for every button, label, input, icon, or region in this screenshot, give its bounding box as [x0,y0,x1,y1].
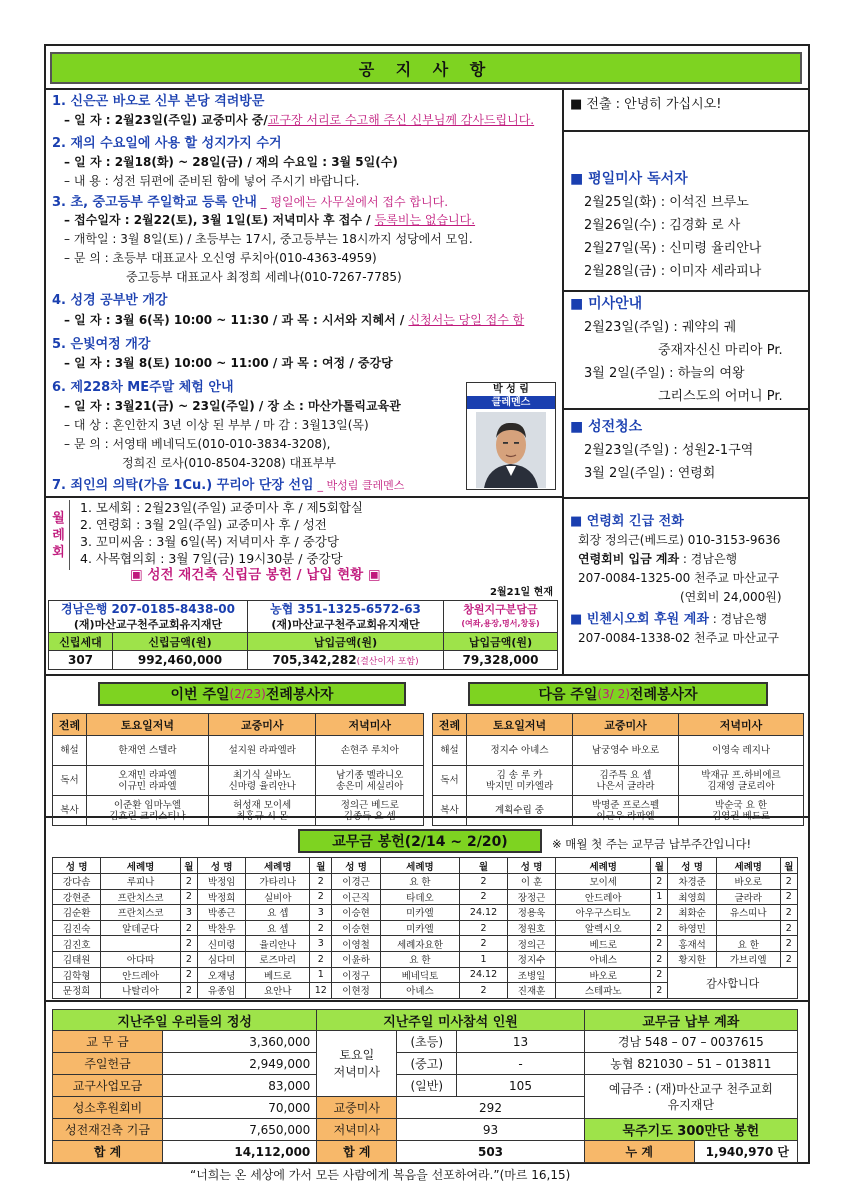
baptism-name: 미카엘 [380,905,459,921]
donor-name: 진재훈 [507,983,555,999]
col-header: 전례 [433,714,467,736]
attendance-group: (일반) [397,1075,457,1097]
funeral-society: ■ 연령회 긴급 전화 회장 정의근(베드로) 010-3153-9636 연령회비 입금 계좌 : 경남은행 207-0084-1325-00 천주교 마산교구 (연회비 24,000원) ■ 빈첸시오회 후원 계좌 : 경남은행 207-0084-1338-02 천주교 마산교구 [570,512,782,648]
mass-guide: ■ 미사안내 2월23일(주일) : 궤약의 궤 중재자신신 마리아 Pr. 3월 2일(주일) : 하늘의 여왕 그리스도의 어머니 Pr. [570,293,783,408]
donor-name: 최영희 [668,889,716,905]
notice-5-date: – 일 자 : 3월 8(토) 10:00 ~ 11:00 / 과 목 : 여정 / 중강당 [64,356,393,370]
baptism-name: 요 한 [380,951,459,967]
donor-month: 2 [180,967,197,983]
mass-item: 그리스도의 어머니 Pr. [658,389,783,404]
baptism-name: 프란치스코 [101,905,180,921]
server-name: 이영숙 레지나 [679,736,804,766]
reader-item: 2월26일(수) : 김경화 로 사 [584,218,741,233]
donor-name: 강현준 [53,889,101,905]
transfer-notice: ■ 전출 : 안녕히 가십시오! [570,97,722,112]
baptism-name: 알데군다 [101,920,180,936]
divider [44,496,562,498]
donor-month: 2 [651,936,668,952]
notice-4-title: 4. 성경 공부반 개강 [52,293,168,308]
col-header: 월 [310,858,332,874]
donor-name: 이경근 [332,874,380,890]
donor-month: 2 [780,889,797,905]
finance-table [52,1009,798,1163]
col-header: 성 명 [668,858,716,874]
offering-total: 14,112,000 [163,1141,317,1163]
server-name: 손현주 루치아 [316,736,424,766]
offering-label: 주일헌금 [53,1053,163,1075]
col-header: 월 [180,858,197,874]
donor-name: 이정구 [332,967,380,983]
col-header: 교중미사 [573,714,679,736]
notice-2-date: – 일 자 : 2월18(화) ~ 28일(금) / 재의 수요일 : 3월 5일(수) [64,155,398,169]
bank-2: 농협 351-1325-6572-63 [270,601,421,616]
bank-3: 창원지구분담금 [463,602,538,616]
baptism-name: 알렉시오 [556,920,651,936]
baptism-name: 베드로 [246,967,310,983]
divider [44,1000,810,1002]
col-header: 토요일저녁 [87,714,209,736]
server-name: 설지원 라파엘라 [208,736,316,766]
attendance-value: - [457,1053,584,1075]
attendance-group: (초등) [397,1031,457,1053]
col-header: 토요일저녁 [467,714,573,736]
meeting-item: 4. 사목협의회 : 3월 7일(금) 19시30분 / 중강당 [80,551,343,566]
donor-name: 조병일 [507,967,555,983]
next-week-servers-table [432,713,804,826]
col-header: 세례명 [716,858,780,874]
baptism-name: 바오로 [556,967,651,983]
server-name: 남궁영수 바오로 [573,736,679,766]
donor-month: 2 [180,983,197,999]
evening-mass-label: 저녁미사 [317,1119,397,1141]
offering-value: 70,000 [163,1097,317,1119]
baptism-name: 요안나 [246,983,310,999]
server-name: 한재연 스텔라 [87,736,209,766]
notice-4-apply: 신청서는 당일 접수 함 [408,313,525,327]
bank-3-sub: (여좌,용장,명서,창동) [461,618,540,628]
sat-mass-label: 토요일 저녁미사 [317,1031,397,1097]
donor-name: 김순환 [53,905,101,921]
col-header: 저녁미사 [679,714,804,736]
paid-note: (결산이자 포함) [356,657,419,667]
next-week-servers-title: 다음 주일 (3/ 2) 전례봉사자 [468,682,768,706]
donor-month: 2 [460,874,508,890]
photo-sub: 클레멘스 [467,396,555,409]
reader-item: 2월25일(화) : 이석진 브루노 [584,195,749,210]
this-week-servers-table [52,713,424,826]
baptism-name: 스테파노 [556,983,651,999]
account-1: 경남 548 – 07 – 0037615 [584,1031,797,1053]
offering-label: 성전재건축 기금 [53,1119,163,1141]
server-name: 정의근 베드로 김종득 요 셉 [316,796,424,826]
notice-3-date: – 접수일자 : 2월22(토), 3월 1일(토) 저녁미사 후 접수 / [64,213,375,227]
donor-month: 3 [310,905,332,921]
baptism-name: 요 셉 [246,920,310,936]
donor-name: 박종근 [198,905,246,921]
baptism-name: 유스띠나 [716,905,780,921]
server-name: 이준환 임마누엘 김효린 크리스티나 [87,796,209,826]
donor-month: 2 [651,920,668,936]
donor-month: 24.12 [460,905,508,921]
notice-3-opening: – 개학일 : 3월 8일(토) / 초등부는 17시, 중고등부는 18시까지 성당에서 모임. [64,232,473,246]
notice-1-thanks: 교구장 서리로 수고해 주신 신부님께 감사드립니다. [267,113,535,127]
building-fund-table [48,600,558,670]
baptism-name: 베네딕토 [380,967,459,983]
donor-name: 정용욱 [507,905,555,921]
donor-month: 1 [651,889,668,905]
donor-month: 2 [780,905,797,921]
baptism-name: 요 셉 [246,905,310,921]
building-fund-date: 2월21일 현재 [490,587,553,598]
donor-month: 3 [180,905,197,921]
offering-value: 2,949,000 [163,1053,317,1075]
col-header: 세례명 [380,858,459,874]
role-label: 해설 [433,736,467,766]
evening-mass-value: 93 [397,1119,584,1141]
notice-2-title: 2. 재의 수요일에 사용 할 성지가지 수거 [52,136,282,151]
server-name: 허성재 모이세 최홍규 시 몬 [208,796,316,826]
account-2: 농협 821030 – 51 – 013811 [584,1053,797,1075]
attendance-total: 503 [397,1141,584,1163]
notice-3-contact: – 문 의 : 초등부 대표교사 오신영 루치아(010-4363-4959) [64,251,377,265]
role-label: 해설 [53,736,87,766]
mass-item: 3월 2일(주일) : 하늘의 여왕 [584,366,745,381]
donor-name: 이승현 [332,905,380,921]
attendance-value: 13 [457,1031,584,1053]
col-header: 납입금액(원) [444,633,558,651]
reader-item: 2월27일(목) : 신미령 율리안나 [584,241,762,256]
donor-month: 2 [460,920,508,936]
donor-month: 3 [310,936,332,952]
funeral-account-label: 연령회비 입금 계좌 [578,552,680,566]
donor-month: 1 [310,967,332,983]
mass-item: 2월23일(주일) : 궤약의 궤 [584,320,737,335]
col-header: 성 명 [198,858,246,874]
thanks-note: 감사합니다 [668,967,798,998]
donor-month: 2 [180,874,197,890]
donor-name: 강다솜 [53,874,101,890]
donor-month: 2 [780,874,797,890]
donor-name: 김진숙 [53,920,101,936]
weekday-readers: ■ 평일미사 독서자 2월25일(화) : 이석진 브루노 2월26일(수) : 김경화 로 사 2월27일(목) : 신미령 율리안나 2월28일(금) : 이미자 세라피나 [570,168,761,283]
donor-name: 김학형 [53,967,101,983]
donor-name: 이현정 [332,983,380,999]
baptism-name: 미카엘 [380,920,459,936]
baptism-name: 아우구스티노 [556,905,651,921]
server-name: 계획수립 중 [467,796,573,826]
donor-name: 신미령 [198,936,246,952]
page-title: 공 지 사 항 [50,52,802,84]
col-header: 납입금액(원) [248,633,444,651]
cleaning-item: 2월23일(주일) : 성원2-1구역 [584,443,754,458]
donor-name: 박찬우 [198,920,246,936]
divider [44,88,810,90]
donor-month: 2 [651,874,668,890]
donor-month: 2 [651,951,668,967]
tithe-account-header: 교무금 납부 계좌 [584,1010,797,1031]
bank-2-owner: (재)마산교구천주교회유지재단 [271,617,420,631]
meeting-item: 3. 꼬미씨움 : 3월 6일(목) 저녁미사 후 / 중강당 [80,534,339,549]
rosary-header: 묵주기도 300만단 봉헌 [584,1119,797,1141]
donor-name: 최화순 [668,905,716,921]
church-cleaning: ■ 성전청소 2월23일(주일) : 성원2-1구역 3월 2일(주일) : 연령회 [570,416,753,485]
rosary-total-label: 누 계 [584,1141,694,1163]
notice-7-title: 7. 죄인의 의탁(가음 1Cu.) 꾸리아 단장 선임 [52,478,314,493]
donor-month: 2 [460,983,508,999]
role-label: 독서 [53,766,87,796]
donor-name: 장정근 [507,889,555,905]
divider [562,408,810,410]
rosary-total: 1,940,970 단 [694,1141,797,1163]
account-owner: 예금주 : (재)마산교구 천주교회 유지재단 [584,1075,797,1119]
donor-month: 2 [460,936,508,952]
vincent-bank: : 경남은행 [708,612,767,626]
donor-month: 24.12 [460,967,508,983]
meeting-item: 1. 모세회 : 2월23일(주일) 교중미사 후 / 제5회합실 [80,500,363,515]
baptism-name: 요 한 [380,874,459,890]
funeral-bank: : 경남은행 [679,552,738,566]
district-paid-value: 79,328,000 [444,651,558,670]
donor-name: 하영민 [668,920,716,936]
server-name: 박순국 요 한 김영권 베드로 [679,796,804,826]
paid-value: 705,342,282 [272,653,357,667]
baptism-name: 안드레아 [101,967,180,983]
monthly-meeting-list [80,499,560,567]
baptism-name: 베드로 [556,936,651,952]
vincent-title: ■ 빈첸시오회 후원 계좌 [570,612,709,627]
offering-label: 성소후원회비 [53,1097,163,1119]
photo-name: 박 성 림 [493,384,529,395]
baptism-name: 가타리나 [246,874,310,890]
notice-2-content: – 내 용 : 성전 뒤편에 준비된 함에 넣어 주시기 바랍니다. [64,174,360,188]
photo-card [466,382,556,490]
col-header: 세례명 [246,858,310,874]
baptism-name: 프란치스코 [101,889,180,905]
donor-month: 2 [180,889,197,905]
donor-name: 문정희 [53,983,101,999]
notice-5-title: 5. 은빛여정 개강 [52,337,151,352]
baptism-name [101,936,180,952]
funeral-phone: 회장 정의근(베드로) 010-3153-9636 [578,533,781,547]
monthly-meeting-label: 월 례 회 [48,500,70,570]
donor-month: 2 [651,905,668,921]
server-name: 남기종 멜라니오 송은미 세실리아 [316,766,424,796]
col-header: 저녁미사 [316,714,424,736]
col-header: 월 [780,858,797,874]
notice-3-fee: 등록비는 없습니다. [374,213,476,227]
mass-item: 중재자신신 마리아 Pr. [658,343,783,358]
this-week-servers-title: 이번 주일 (2/23) 전례봉사자 [98,682,406,706]
col-header: 교중미사 [208,714,316,736]
donor-name: 정의근 [507,936,555,952]
donor-month: 2 [310,951,332,967]
baptism-name: 아녜스 [556,951,651,967]
offering-header: 지난주일 우리들의 정성 [53,1010,317,1031]
divider [562,290,810,292]
col-header: 성 명 [53,858,101,874]
donor-month: 2 [180,951,197,967]
tithe-note: ※ 매월 첫 주는 교무금 납부주간입니다! [552,837,752,851]
donor-name: 정원호 [507,920,555,936]
offering-total-label: 합 계 [53,1141,163,1163]
donor-month: 2 [310,889,332,905]
baptism-name: 모이세 [556,874,651,890]
reader-item: 2월28일(금) : 이미자 세라피나 [584,264,762,279]
role-label: 복사 [433,796,467,826]
col-header: 세례명 [101,858,180,874]
baptism-name: 아다따 [101,951,180,967]
col-header: 성 명 [507,858,555,874]
notice-6-target: – 대 상 : 혼인한지 3년 이상 된 부부 / 마 감 : 3월13일(목) [64,418,369,432]
donor-name: 이윤하 [332,951,380,967]
donor-name: 이승현 [332,920,380,936]
baptism-name: 루피나 [101,874,180,890]
baptism-name: 글라라 [716,889,780,905]
donor-name: 박정희 [198,889,246,905]
server-name: 오재민 라파엘 이규민 라파엘 [87,766,209,796]
donor-name: 김진호 [53,936,101,952]
notice-3-note: _ 평일에는 사무실에서 접수 합니다. [260,195,449,209]
donor-month: 2 [780,936,797,952]
col-header: 세례명 [556,858,651,874]
meeting-item: 2. 연령회 : 3월 2일(주일) 교중미사 후 / 성전 [80,517,327,532]
baptism-name: 아녜스 [380,983,459,999]
vincent-account: 207-0084-1338-02 천주교 마산교구 [578,631,780,645]
divider [562,497,810,499]
baptism-name: 요 한 [716,936,780,952]
col-header: 성 명 [332,858,380,874]
donor-name: 유종임 [198,983,246,999]
funeral-fee: (연회비 24,000원) [680,590,782,604]
server-name: 정지수 아녜스 [467,736,573,766]
donor-month: 2 [310,920,332,936]
donor-name: 정지수 [507,951,555,967]
attendance-group: (중고) [397,1053,457,1075]
divider [562,130,810,132]
donor-name: 황지한 [668,951,716,967]
main-mass-value: 292 [397,1097,584,1119]
attendance-total-label: 합 계 [317,1141,397,1163]
col-header: 신립세대 [49,633,113,651]
donor-name: 김태원 [53,951,101,967]
donor-name: 박정임 [198,874,246,890]
baptism-name: 율리안나 [246,936,310,952]
donor-name: 이근직 [332,889,380,905]
cleaning-item: 3월 2일(주일) : 연령회 [584,466,716,481]
notice-6-contact-2: 정희진 로사(010-8504-3208) 대표부부 [122,456,336,470]
attendance-header: 지난주일 미사참석 인원 [317,1010,584,1031]
baptism-name: 바오로 [716,874,780,890]
donor-name: 차경준 [668,874,716,890]
tithe-table [52,857,798,999]
priest-portrait [476,412,546,488]
baptism-name: 세례자요한 [380,936,459,952]
notice-3-title: 3. 초, 중고등부 주일학교 등록 안내 [52,195,257,210]
notice-1-date: – 일 자 : 2월23일(주일) 교중미사 중/ [64,113,268,127]
col-header: 전례 [53,714,87,736]
donor-month: 2 [460,889,508,905]
role-label: 복사 [53,796,87,826]
server-name: 최기식 실바노 신마령 율리안나 [208,766,316,796]
baptism-name: 실비아 [246,889,310,905]
notice-4-date: – 일 자 : 3월 6(목) 10:00 ~ 11:30 / 과 목 : 시서와 지혜서 / [64,313,409,327]
donor-month: 2 [180,936,197,952]
tithe-title: 교무금 봉헌(2/14 ~ 2/20) [298,829,542,853]
divider [44,674,810,676]
baptism-name: 타데오 [380,889,459,905]
bank-1-owner: (재)마산교구천주교회유지재단 [73,617,223,631]
donor-name: 홍재석 [668,936,716,952]
divider [562,88,564,674]
col-header: 월 [651,858,668,874]
donor-month: 2 [780,920,797,936]
notice-3-contact-2: 중고등부 대표교사 최정희 세레나(010-7267-7785) [126,270,402,284]
baptism-name: 가브리엘 [716,951,780,967]
notice-1-title: 1. 신은곤 바오로 신부 본당 격려방문 [52,94,265,109]
donor-name: 오재녕 [198,967,246,983]
donor-month: 2 [310,874,332,890]
baptism-name: 로즈마리 [246,951,310,967]
donor-name: 이영철 [332,936,380,952]
main-mass-label: 교중미사 [317,1097,397,1119]
server-name: 김주특 요 셉 나은서 글라라 [573,766,679,796]
donor-month: 1 [460,951,508,967]
offering-value: 83,000 [163,1075,317,1097]
attendance-value: 105 [457,1075,584,1097]
baptism-name: 나탈리아 [101,983,180,999]
footer-verse: “너희는 온 세상에 가서 모든 사람에게 복음을 선포하여라.”(마르 16,15) [190,1168,571,1182]
funeral-account: 207-0084-1325-00 천주교 마산교구 [578,571,780,585]
offering-value: 3,360,000 [163,1031,317,1053]
baptism-name [716,920,780,936]
notice-6-contact: – 문 의 : 서영태 베네딕도(010-010-3834-3208), [64,437,331,451]
bank-1: 경남은행 207-0185-8438-00 [60,601,236,616]
donor-name: 심다미 [198,951,246,967]
donor-month: 2 [180,920,197,936]
donor-month: 2 [780,951,797,967]
pledged-value: 992,460,000 [113,651,248,670]
role-label: 독서 [433,766,467,796]
offering-label: 교 무 금 [53,1031,163,1053]
offering-value: 7,650,000 [163,1119,317,1141]
notice-7-note: _ 박성림 클레멘스 [317,479,405,492]
building-fund-title: ▣ 성전 재건축 신립금 봉헌 / 납입 현황 ▣ [130,567,381,583]
donor-month: 2 [651,967,668,983]
donor-month: 2 [651,983,668,999]
col-header: 신립금액(원) [113,633,248,651]
col-header: 월 [460,858,508,874]
server-name: 박명준 프로스펠 이근우 라파엘 [573,796,679,826]
baptism-name: 안드레아 [556,889,651,905]
notice-6-date: – 일 자 : 3월21(금) ~ 23일(주일) / 장 소 : 마산가톨릭교육관 [64,399,401,413]
notice-6-title: 6. 제228차 ME주말 체험 안내 [52,380,234,395]
server-name: 박재규 프.하비에르 김재영 글로리아 [679,766,804,796]
offering-label: 교구사업모금 [53,1075,163,1097]
donor-name: 이 훈 [507,874,555,890]
server-name: 김 송 루 카 박지민 미카엘라 [467,766,573,796]
donor-month: 12 [310,983,332,999]
households-value: 307 [49,651,113,670]
